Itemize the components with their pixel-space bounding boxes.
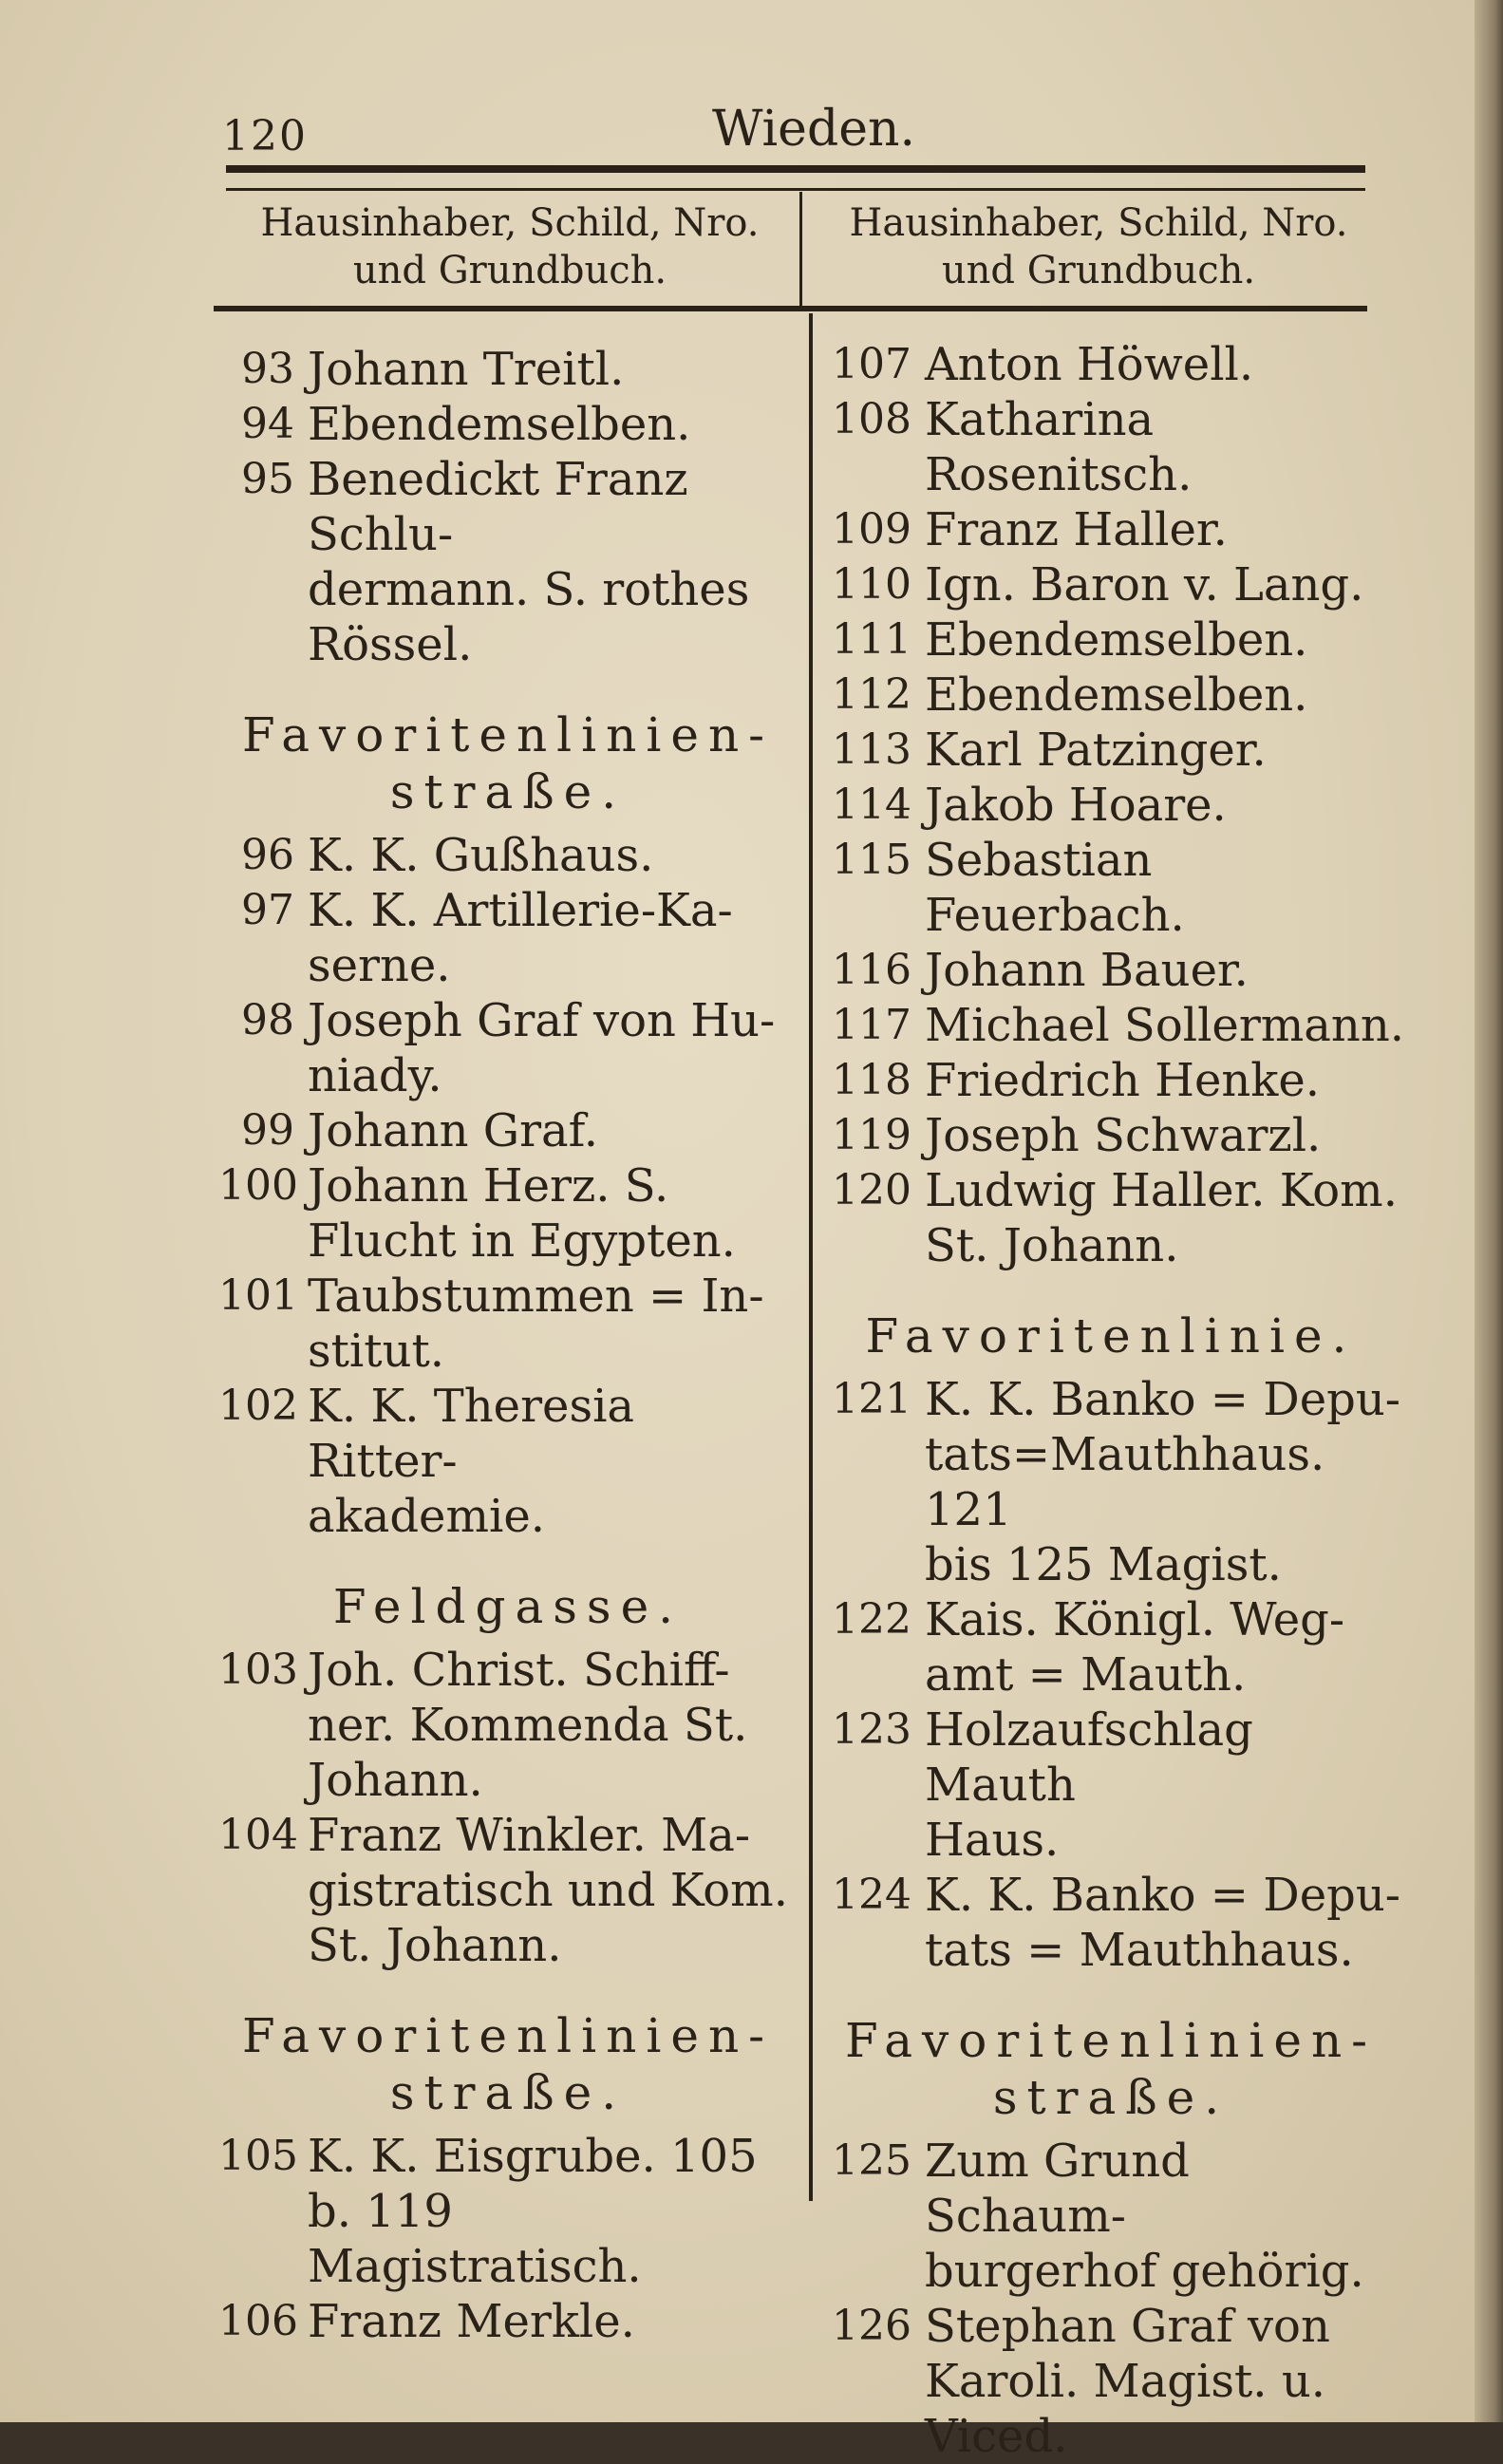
house-number: 104 bbox=[218, 1811, 298, 1859]
house-number: 102 bbox=[218, 1382, 298, 1430]
right-column bbox=[817, 337, 1405, 2464]
house-entry bbox=[817, 1372, 1405, 1592]
owner-text-line: stitut. bbox=[308, 1325, 445, 1378]
house-entry bbox=[817, 833, 1405, 943]
owner-text-line: Johann Herz. S. bbox=[308, 1159, 669, 1213]
owner-text bbox=[294, 828, 798, 883]
owner-text bbox=[294, 1269, 798, 1379]
owner-text bbox=[911, 502, 1405, 557]
street-heading-line: Favoritenlinien- bbox=[241, 2008, 775, 2063]
owner-text-line: Joseph Schwarzl. bbox=[925, 1109, 1322, 1162]
owner-text bbox=[911, 337, 1405, 392]
house-entry bbox=[218, 342, 798, 397]
owner-text bbox=[294, 397, 798, 452]
street-heading bbox=[218, 2007, 798, 2121]
owner-text-line: Franz Haller. bbox=[925, 503, 1228, 556]
owner-text-line: Joh. Christ. Schiff- bbox=[308, 1644, 730, 1697]
house-number: 119 bbox=[832, 1111, 911, 1159]
house-entry bbox=[817, 1592, 1405, 1702]
owner-text-line: Franz Merkle. bbox=[308, 2295, 635, 2348]
house-number: 113 bbox=[832, 725, 911, 774]
owner-text-line: dermann. S. rothes bbox=[308, 563, 750, 616]
house-entry bbox=[817, 1108, 1405, 1163]
page-edge-shadow bbox=[1475, 0, 1503, 2422]
owner-text bbox=[294, 452, 798, 672]
running-header bbox=[218, 95, 1367, 171]
owner-text bbox=[911, 392, 1405, 502]
house-entry bbox=[218, 1103, 798, 1158]
owner-text bbox=[911, 1702, 1405, 1868]
owner-text-line: K. K. Artillerie-Ka- bbox=[308, 884, 733, 937]
owner-text bbox=[294, 993, 798, 1103]
owner-text bbox=[911, 1592, 1405, 1702]
owner-text-line: Joseph Graf von Hu- bbox=[308, 994, 776, 1047]
owner-text-line: Stephan Graf von bbox=[925, 2300, 1330, 2353]
house-entry bbox=[218, 1269, 798, 1379]
house-number: 103 bbox=[218, 1646, 298, 1694]
house-number: 98 bbox=[241, 996, 294, 1044]
street-heading-line: Feldgasse. bbox=[332, 1579, 684, 1634]
owner-text-line: Johann Graf. bbox=[308, 1104, 598, 1157]
owner-text bbox=[294, 1379, 798, 1544]
owner-text bbox=[294, 342, 798, 397]
owner-text-line: Johann. bbox=[308, 1754, 483, 1807]
owner-text-line: Taubstummen = In- bbox=[308, 1270, 764, 1323]
house-entry bbox=[218, 828, 798, 883]
owner-text bbox=[911, 1053, 1405, 1108]
house-entry bbox=[817, 337, 1405, 392]
header-rule-thick bbox=[226, 165, 1365, 173]
owner-text bbox=[911, 612, 1405, 668]
column-header-left bbox=[220, 199, 799, 294]
house-number: 110 bbox=[832, 560, 911, 609]
street-heading-line: straße. bbox=[992, 2070, 1230, 2125]
owner-text-line: gistratisch und Kom. bbox=[308, 1864, 788, 1917]
owner-text bbox=[294, 1643, 798, 1808]
street-heading-line: straße. bbox=[389, 2065, 627, 2120]
page-number: 120 bbox=[222, 112, 308, 160]
owner-text bbox=[911, 723, 1405, 778]
owner-text-line: K. K. Banko = Depu- bbox=[925, 1869, 1401, 1922]
owner-text-line: K. K. Banko = Depu- bbox=[925, 1373, 1401, 1426]
owner-text-line: Zum Grund Schaum- bbox=[925, 2135, 1190, 2243]
owner-text-line: tats=Mauthhaus. 121 bbox=[925, 1428, 1325, 1536]
owner-text-line: bis 125 Magist. bbox=[925, 1538, 1282, 1591]
owner-text bbox=[911, 1868, 1405, 1978]
owner-text-line: Anton Höwell. bbox=[925, 338, 1254, 391]
left-column bbox=[218, 342, 798, 2349]
street-heading-line: straße. bbox=[389, 764, 627, 819]
house-entry bbox=[817, 612, 1405, 668]
owner-text-line: b. 119 Magistratisch. bbox=[308, 2185, 642, 2293]
house-entry bbox=[817, 557, 1405, 612]
owner-text bbox=[294, 1103, 798, 1158]
house-entry bbox=[817, 392, 1405, 502]
column-divider bbox=[809, 313, 813, 2201]
street-heading bbox=[817, 2012, 1405, 2126]
house-number: 118 bbox=[832, 1056, 911, 1104]
owner-text-line: Friedrich Henke. bbox=[925, 1054, 1321, 1107]
owner-text-line: Jakob Hoare. bbox=[925, 779, 1227, 832]
owner-text-line: Haus. bbox=[925, 1814, 1060, 1867]
house-entry bbox=[817, 943, 1405, 998]
owner-text bbox=[294, 1808, 798, 1973]
street-heading bbox=[817, 1307, 1405, 1364]
owner-text bbox=[911, 1372, 1405, 1592]
owner-text bbox=[911, 998, 1405, 1053]
owner-text-line: Franz Winkler. Ma- bbox=[308, 1809, 751, 1862]
owner-text-line: Karl Patzinger. bbox=[925, 724, 1267, 777]
owner-text-line: St. Johann. bbox=[308, 1919, 562, 1972]
house-entry bbox=[817, 723, 1405, 778]
owner-text-line: Ludwig Haller. Kom. bbox=[925, 1164, 1398, 1217]
house-entry bbox=[817, 502, 1405, 557]
street-heading bbox=[218, 1578, 798, 1635]
house-number: 122 bbox=[832, 1595, 911, 1644]
street-heading bbox=[218, 706, 798, 820]
owner-text-line: Kais. Königl. Weg- bbox=[925, 1593, 1345, 1646]
house-number: 99 bbox=[241, 1106, 294, 1155]
house-entry bbox=[218, 397, 798, 452]
owner-text-line: tats = Mauthhaus. bbox=[925, 1924, 1354, 1977]
house-number: 93 bbox=[241, 345, 294, 393]
house-entry bbox=[817, 2134, 1405, 2299]
house-number: 108 bbox=[832, 395, 911, 443]
house-number: 123 bbox=[832, 1705, 911, 1754]
owner-text-line: K. K. Eisgrube. 105 bbox=[308, 2130, 758, 2183]
house-number: 126 bbox=[832, 2302, 911, 2350]
owner-text-line: St. Johann. bbox=[925, 1219, 1179, 1272]
owner-text-line: Flucht in Egypten. bbox=[308, 1214, 736, 1268]
house-number: 94 bbox=[241, 400, 294, 448]
column-header-left-line: und Grundbuch. bbox=[352, 249, 667, 292]
house-entry bbox=[817, 1163, 1405, 1273]
column-header-right bbox=[809, 199, 1388, 294]
house-number: 114 bbox=[832, 781, 911, 829]
house-entry bbox=[817, 1702, 1405, 1868]
owner-text bbox=[294, 1158, 798, 1269]
house-number: 95 bbox=[241, 455, 294, 503]
house-number: 97 bbox=[241, 886, 294, 934]
owner-text-line: Ign. Baron v. Lang. bbox=[925, 558, 1364, 611]
column-header-rule bbox=[214, 306, 1367, 311]
house-entry bbox=[218, 993, 798, 1103]
column-header-left-line: Hausinhaber, Schild, Nro. bbox=[260, 201, 760, 245]
street-heading-line: Favoritenlinie. bbox=[865, 1308, 1357, 1364]
owner-text bbox=[911, 2134, 1405, 2299]
owner-text bbox=[911, 778, 1405, 833]
owner-text bbox=[911, 1108, 1405, 1163]
running-title: Wieden. bbox=[712, 101, 916, 158]
house-number: 107 bbox=[832, 340, 911, 388]
house-entry bbox=[218, 452, 798, 672]
column-header-right-line: Hausinhaber, Schild, Nro. bbox=[849, 201, 1348, 245]
owner-text-line: Rössel. bbox=[308, 618, 473, 671]
owner-text-line: Johann Treitl. bbox=[308, 343, 625, 396]
house-number: 115 bbox=[832, 836, 911, 884]
owner-text-line: Johann Bauer. bbox=[925, 944, 1249, 997]
owner-text-line: Michael Sollermann. bbox=[925, 999, 1404, 1052]
owner-text bbox=[911, 668, 1405, 723]
owner-text-line: Benedickt Franz Schlu- bbox=[308, 453, 688, 561]
owner-text-line: Ebendemselben. bbox=[925, 668, 1308, 722]
house-number: 106 bbox=[218, 2297, 298, 2345]
owner-text-line: burgerhof gehörig. bbox=[925, 2245, 1364, 2298]
column-header-right-line: und Grundbuch. bbox=[941, 249, 1256, 292]
owner-text-line: Sebastian Feuerbach. bbox=[925, 834, 1185, 942]
house-number: 112 bbox=[832, 670, 911, 719]
house-number: 111 bbox=[832, 615, 911, 664]
owner-text-line: Viced. bbox=[925, 2410, 1068, 2463]
house-number: 116 bbox=[832, 946, 911, 994]
owner-text-line: Ebendemselben. bbox=[925, 613, 1308, 667]
owner-text-line: Ebendemselben. bbox=[308, 398, 691, 451]
owner-text bbox=[911, 1163, 1405, 1273]
house-entry bbox=[218, 1379, 798, 1544]
street-heading-line: Favoritenlinien- bbox=[241, 707, 775, 762]
house-number: 96 bbox=[241, 831, 294, 879]
house-entry bbox=[817, 668, 1405, 723]
house-entry bbox=[218, 2129, 798, 2294]
owner-text bbox=[294, 883, 798, 993]
header-rule-thin bbox=[226, 188, 1365, 191]
house-entry bbox=[817, 2299, 1405, 2464]
house-number: 120 bbox=[832, 1166, 911, 1214]
house-number: 125 bbox=[832, 2136, 911, 2185]
house-entry bbox=[817, 998, 1405, 1053]
owner-text-line: K. K. Theresia Ritter- bbox=[308, 1380, 635, 1488]
owner-text-line: K. K. Gußhaus. bbox=[308, 829, 654, 882]
house-entry bbox=[817, 1868, 1405, 1978]
owner-text-line: Katharina Rosenitsch. bbox=[925, 393, 1193, 501]
owner-text-line: serne. bbox=[308, 939, 451, 992]
owner-text bbox=[911, 833, 1405, 943]
house-entry bbox=[218, 2294, 798, 2349]
house-entry bbox=[817, 778, 1405, 833]
house-entry bbox=[218, 1158, 798, 1269]
street-heading-line: Favoritenlinien- bbox=[844, 2013, 1378, 2068]
owner-text-line: Karoli. Magist. u. bbox=[925, 2355, 1325, 2408]
house-number: 121 bbox=[832, 1375, 911, 1423]
house-number: 124 bbox=[832, 1871, 911, 1919]
house-entry bbox=[218, 1643, 798, 1808]
house-number: 100 bbox=[218, 1161, 298, 1210]
house-number: 109 bbox=[832, 505, 911, 554]
owner-text bbox=[911, 2299, 1405, 2464]
owner-text bbox=[911, 943, 1405, 998]
owner-text bbox=[294, 2129, 798, 2294]
house-number: 117 bbox=[832, 1001, 911, 1049]
owner-text-line: akademie. bbox=[308, 1490, 545, 1543]
owner-text-line: amt = Mauth. bbox=[925, 1648, 1247, 1702]
column-header-divider bbox=[799, 192, 802, 306]
owner-text-line: Holzaufschlag Mauth bbox=[925, 1703, 1253, 1812]
house-number: 105 bbox=[218, 2132, 298, 2180]
house-number: 101 bbox=[218, 1271, 298, 1320]
house-entry bbox=[218, 1808, 798, 1973]
owner-text-line: ner. Kommenda St. bbox=[308, 1699, 748, 1752]
owner-text bbox=[294, 2294, 798, 2349]
house-entry bbox=[817, 1053, 1405, 1108]
owner-text-line: niady. bbox=[308, 1049, 442, 1102]
owner-text bbox=[911, 557, 1405, 612]
house-entry bbox=[218, 883, 798, 993]
